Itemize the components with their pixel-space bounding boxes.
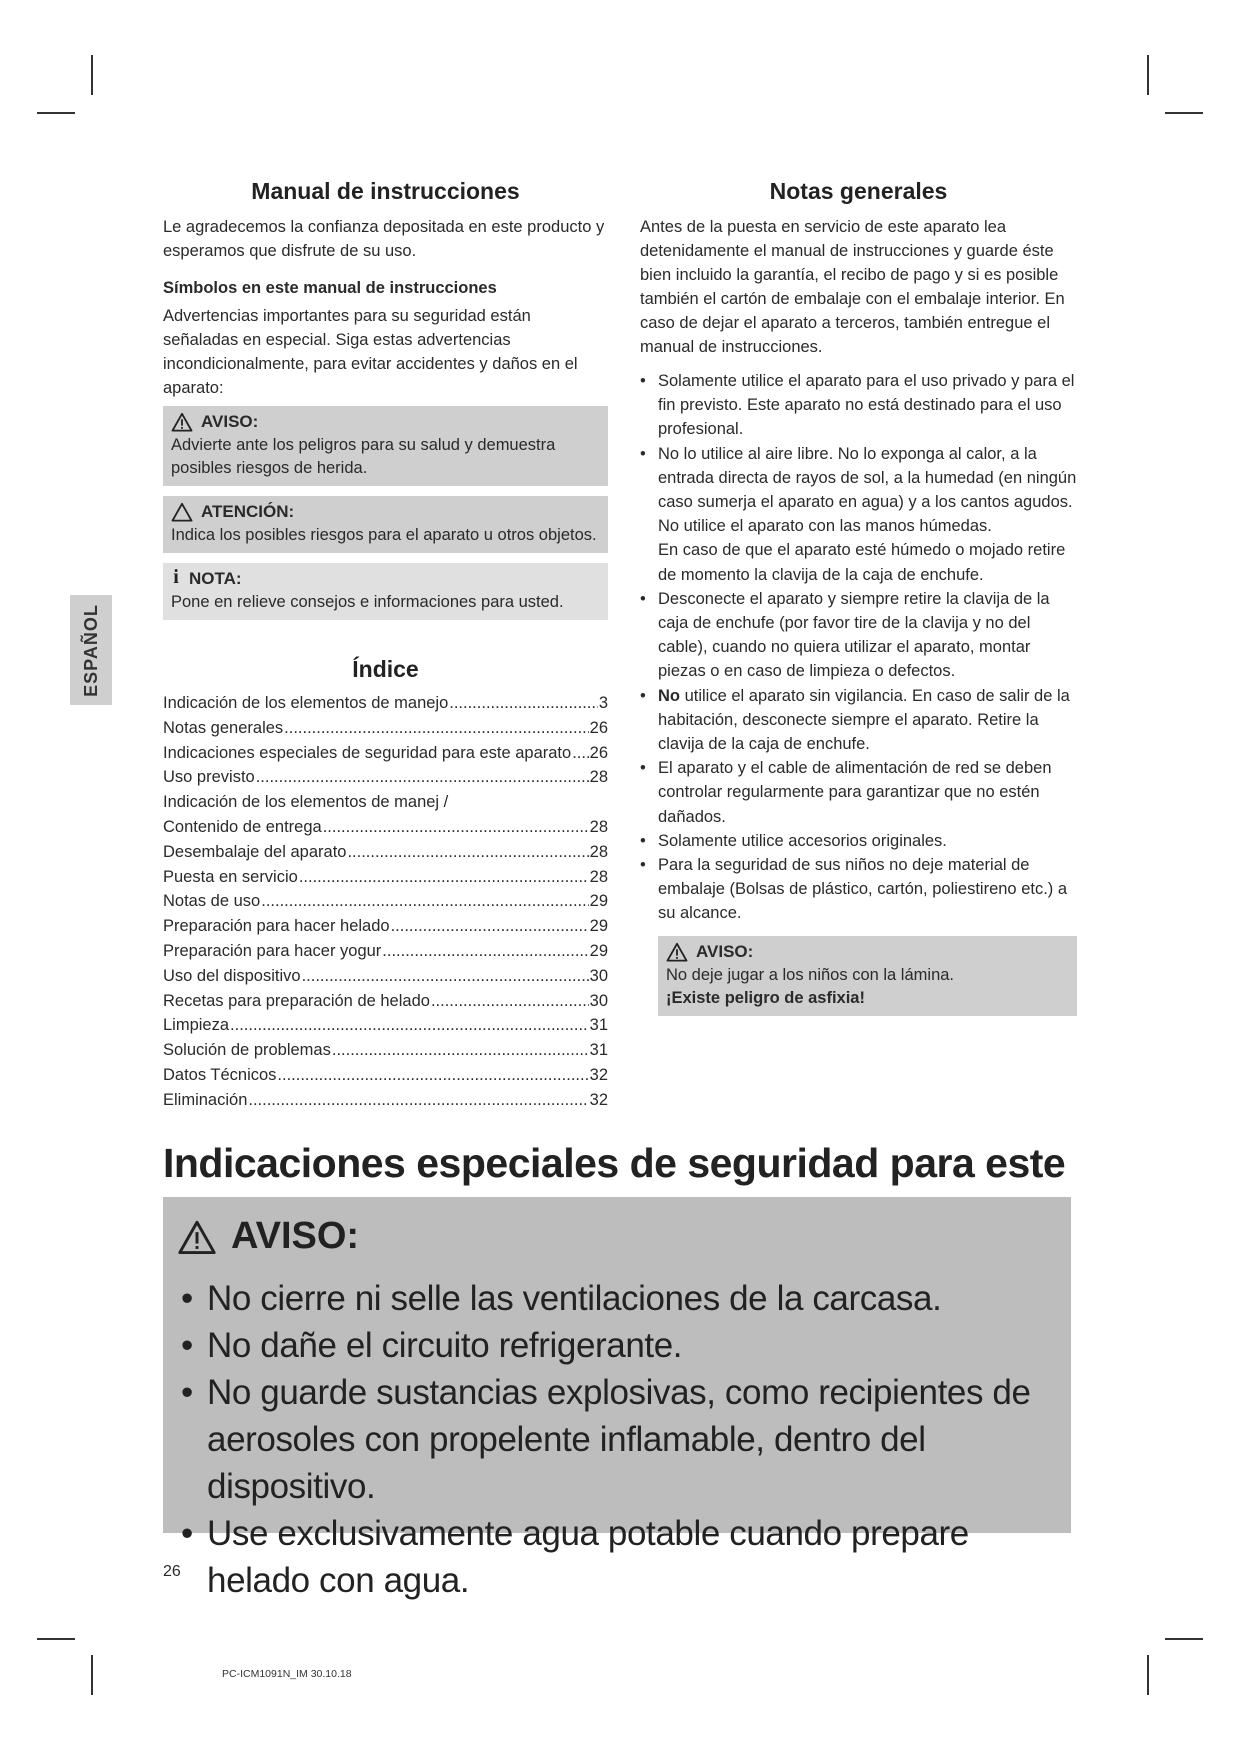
notice-atencion: [163, 496, 608, 553]
safety-list: [177, 1275, 1057, 1604]
symbols-text: Advertencias importantes para su seguridad están señaladas en especial. Siga estas advertencias incondicionalmente, para evitar accidentes y daños en el aparato:: [163, 307, 578, 397]
notice-label: AVISO:: [696, 941, 754, 961]
list-item: • Solamente utilice accesorios originales.: [640, 829, 1077, 853]
notice-text: Pone en relieve consejos e informaciones para usted.: [171, 593, 564, 611]
language-tab-label: ESPAÑOL: [80, 603, 101, 697]
footer-code: PC-ICM1091N_IM 30.10.18: [222, 1668, 352, 1680]
notice-label: AVISO:: [201, 412, 259, 431]
notice-text: No deje jugar a los niños con la lámina.: [666, 965, 955, 984]
toc-item[interactable]: Indicación de los elementos de manejo ..... 3: [163, 691, 608, 716]
list-item: • No guarde sustancias explosivas, como recipientes de aerosoles con propelente inflamable, dentro del dispositivo.: [177, 1369, 1057, 1510]
crop-mark: [37, 1638, 75, 1640]
index-title: Índice: [352, 656, 419, 682]
toc-item[interactable]: Notas de uso ..... 29: [163, 889, 608, 914]
right-column: [640, 178, 1077, 1026]
crop-mark: [91, 55, 93, 95]
notice-label: ATENCIÓN:: [201, 502, 295, 521]
toc-item[interactable]: Preparación para hacer yogur ..... 29: [163, 939, 608, 964]
toc-item[interactable]: Indicaciones especiales de seguridad para este aparato ..... 26: [163, 741, 608, 766]
toc-item[interactable]: Eliminación ..... 32: [163, 1088, 608, 1113]
notice-aviso-suffocation: [658, 936, 1077, 1016]
list-item: • Desconecte el aparato y siempre retire la clavija de la caja de enchufe (por favor tire de la clavija y no del cable), cuando no quiera utilizar el aparato, montar piezas o en caso de limpieza o defectos.: [640, 587, 1077, 684]
toc-item[interactable]: Desembalaje del aparato ..... 28: [163, 840, 608, 865]
toc-item[interactable]: Recetas para preparación de helado ..... 30: [163, 989, 608, 1014]
warning-triangle-icon: [666, 942, 688, 962]
toc-item[interactable]: Solución de problemas ..... 31: [163, 1038, 608, 1063]
crop-mark: [91, 1655, 93, 1695]
general-notes-title: Notas generales: [769, 178, 948, 204]
general-notes-list: [640, 369, 1077, 926]
warning-triangle-icon: [171, 502, 193, 522]
list-item: • Solamente utilice el aparato para el uso privado y para el fin previsto. Este aparato no está destinado para el uso profesional.: [640, 369, 1077, 442]
info-icon: i: [173, 566, 179, 588]
toc-item[interactable]: Preparación para hacer helado ..... 29: [163, 914, 608, 939]
symbols-heading: Símbolos en este manual de instrucciones: [163, 279, 497, 297]
list-item: • Use exclusivamente agua potable cuando prepare helado con agua.: [177, 1510, 1057, 1604]
notice-text: Indica los posibles riesgos para el aparato u otros objetos.: [171, 526, 597, 544]
list-item: • Para la seguridad de sus niños no deje material de embalaje (Bolsas de plástico, cartón, poliestireno etc.) a su alcance.: [640, 853, 1077, 926]
crop-mark: [1165, 1638, 1203, 1640]
left-column: [163, 178, 608, 1113]
list-item: • El aparato y el cable de alimentación de red se deben controlar regularmente para garantizar que no estén dañados.: [640, 756, 1077, 829]
toc-item[interactable]: Indicación de los elementos de manej /: [163, 793, 449, 812]
notice-aviso: [163, 406, 608, 486]
list-item: • No lo utilice al aire libre. No lo exponga al calor, a la entrada directa de rayos de sol, a la humedad (en ningún caso sumerja el aparato en agua) y a los cantos agudos. No utilice el aparato con las manos húmedas. En caso de que el aparato esté húmedo o mojado retire de momento la clavija de la caja de enchufe.: [640, 442, 1077, 587]
toc-item[interactable]: Notas generales ..... 26: [163, 716, 608, 741]
crop-mark: [1165, 112, 1203, 114]
intro-text: Le agradecemos la confianza depositada en este producto y esperamos que disfrute de su uso.: [163, 218, 605, 260]
safety-label: AVISO:: [231, 1215, 360, 1257]
table-of-contents: [163, 691, 608, 1113]
notice-bold-text: ¡Existe peligro de asfixia!: [666, 988, 865, 1007]
general-notes-intro: Antes de la puesta en servicio de este aparato lea detenidamente el manual de instrucciones y guarde éste bien incluido la garantía, el recibo de pago y si es posible también el cartón de embalaje con el embalaje interior. En caso de dejar el aparato a terceros, también entregue el manual de instrucciones.: [640, 218, 1065, 356]
list-item: • No utilice el aparato sin vigilancia. En caso de salir de la habitación, desconecte siempre el aparato. Retire la clavija de la caja de enchufe.: [640, 684, 1077, 757]
warning-triangle-icon: [171, 412, 193, 432]
notice-nota: [163, 563, 608, 620]
toc-item[interactable]: Uso del dispositivo ..... 30: [163, 964, 608, 989]
crop-mark: [37, 112, 75, 114]
crop-mark: [1147, 55, 1149, 95]
toc-item[interactable]: Limpieza ..... 31: [163, 1013, 608, 1038]
toc-item[interactable]: Puesta en servicio ..... 28: [163, 865, 608, 890]
warning-triangle-icon: [177, 1219, 217, 1255]
toc-item[interactable]: Uso previsto ..... 28: [163, 765, 608, 790]
list-item: • No dañe el circuito refrigerante.: [177, 1322, 1057, 1369]
language-tab: [70, 595, 112, 705]
crop-mark: [1147, 1655, 1149, 1695]
notice-label: NOTA:: [189, 569, 242, 588]
manual-title: Manual de instrucciones: [251, 178, 520, 204]
toc-item[interactable]: Contenido de entrega ..... 28: [163, 815, 608, 840]
toc-item[interactable]: Datos Técnicos ..... 32: [163, 1063, 608, 1088]
list-item: • No cierre ni selle las ventilaciones de la carcasa.: [177, 1275, 1057, 1322]
safety-title: Indicaciones especiales de seguridad para este: [163, 1140, 1066, 1186]
page-number: 26: [163, 1563, 181, 1580]
notice-text: Advierte ante los peligros para su salud y demuestra posibles riesgos de herida.: [171, 436, 556, 477]
